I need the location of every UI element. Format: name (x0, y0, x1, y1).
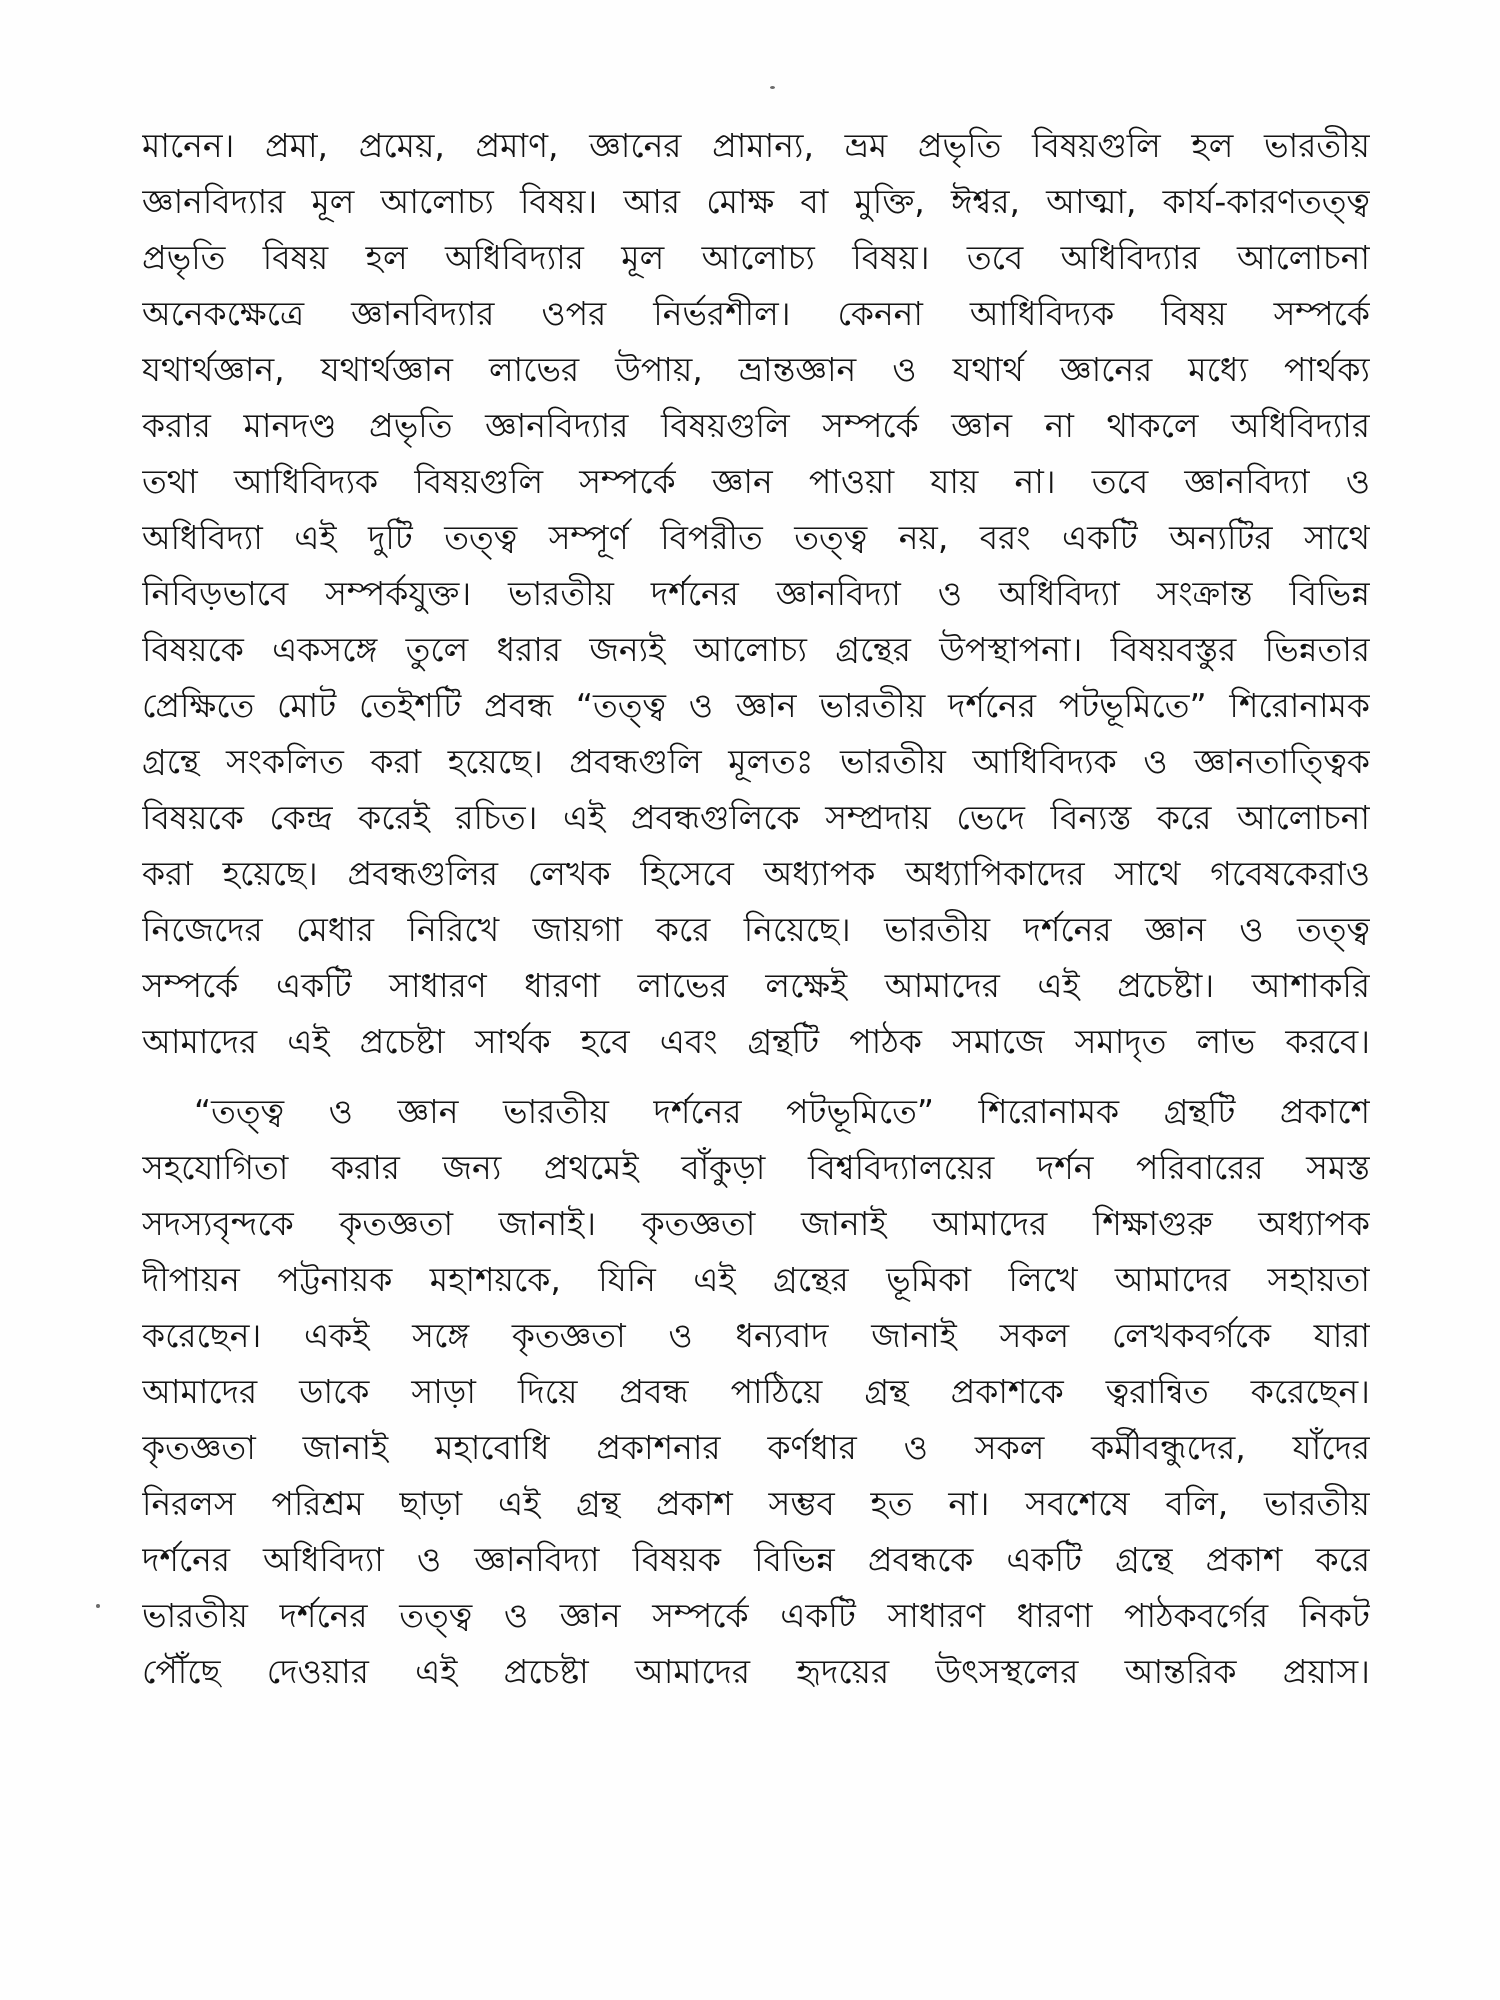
text-line: অধিবিদ্যা এই দুটি তত্ত্ব সম্পূর্ণ বিপরীত তত্ত্ব নয়, বরং একটি অন্যটির সাথে (142, 518, 1370, 557)
paragraph-spacer (142, 1070, 1370, 1084)
text-line: মানেন। প্রমা, প্রমেয়, প্রমাণ, জ্ঞানের প্রামান্য, ভ্রম প্রভৃতি বিষয়গুলি হল ভারতীয় (142, 126, 1370, 165)
text-line: প্রেক্ষিতে মোট তেইশটি প্রবন্ধ “তত্ত্ব ও জ্ঞান ভারতীয় দর্শনের পটভূমিতে” শিরোনামক (142, 686, 1370, 725)
text-line: আমাদের ডাকে সাড়া দিয়ে প্রবন্ধ পাঠিয়ে গ্রন্থ প্রকাশকে ত্বরান্বিত করেছেন। (142, 1372, 1370, 1411)
paragraph-1 (142, 118, 1370, 1070)
text-line: সদস্যবৃন্দকে কৃতজ্ঞতা জানাই। কৃতজ্ঞতা জানাই আমাদের শিক্ষাগুরু অধ্যাপক (142, 1204, 1370, 1243)
page-body-text (142, 118, 1370, 1700)
text-line: তথা আধিবিদ্যক বিষয়গুলি সম্পর্কে জ্ঞান পাওয়া যায় না। তবে জ্ঞানবিদ্যা ও (142, 462, 1370, 501)
text-line: করার মানদণ্ড প্রভৃতি জ্ঞানবিদ্যার বিষয়গুলি সম্পর্কে জ্ঞান না থাকলে অধিবিদ্যার (142, 406, 1370, 445)
text-line: করেছেন। একই সঙ্গে কৃতজ্ঞতা ও ধন্যবাদ জানাই সকল লেখকবর্গকে যারা (142, 1316, 1370, 1355)
text-line: নিরলস পরিশ্রম ছাড়া এই গ্রন্থ প্রকাশ সম্ভব হত না। সবশেষে বলি, ভারতীয় (142, 1484, 1370, 1523)
scan-speck-mark (770, 86, 775, 89)
text-line: দর্শনের অধিবিদ্যা ও জ্ঞানবিদ্যা বিষয়ক বিভিন্ন প্রবন্ধকে একটি গ্রন্থে প্রকাশ করে (142, 1540, 1370, 1579)
text-line: অনেকক্ষেত্রে জ্ঞানবিদ্যার ওপর নির্ভরশীল। কেননা আধিবিদ্যক বিষয় সম্পর্কে (142, 294, 1370, 333)
text-line: গ্রন্থে সংকলিত করা হয়েছে। প্রবন্ধগুলি মূলতঃ ভারতীয় আধিবিদ্যক ও জ্ঞানতাত্ত্বিক (142, 742, 1370, 781)
text-line: বিষয়কে একসঙ্গে তুলে ধরার জন্যই আলোচ্য গ্রন্থের উপস্থাপনা। বিষয়বস্তুর ভিন্নতার (142, 630, 1370, 669)
text-line: করা হয়েছে। প্রবন্ধগুলির লেখক হিসেবে অধ্যাপক অধ্যাপিকাদের সাথে গবেষকেরাও (142, 854, 1370, 893)
text-line: কৃতজ্ঞতা জানাই মহাবোধি প্রকাশনার কর্ণধার ও সকল কর্মীবন্ধুদের, যাঁদের (142, 1428, 1370, 1467)
text-line: যথার্থজ্ঞান, যথার্থজ্ঞান লাভের উপায়, ভ্রান্তজ্ঞান ও যথার্থ জ্ঞানের মধ্যে পার্থক্য (142, 350, 1370, 389)
text-line: পৌঁছে দেওয়ার এই প্রচেষ্টা আমাদের হৃদয়ের উৎসস্থলের আন্তরিক প্রয়াস। (142, 1652, 1370, 1691)
text-line: ভারতীয় দর্শনের তত্ত্ব ও জ্ঞান সম্পর্কে একটি সাধারণ ধারণা পাঠকবর্গের নিকট (142, 1596, 1370, 1635)
text-line: সম্পর্কে একটি সাধারণ ধারণা লাভের লক্ষেই আমাদের এই প্রচেষ্টা। আশাকরি (142, 966, 1370, 1005)
text-line: দীপায়ন পট্টনায়ক মহাশয়কে, যিনি এই গ্রন্থের ভূমিকা লিখে আমাদের সহায়তা (142, 1260, 1370, 1299)
text-line: নিজেদের মেধার নিরিখে জায়গা করে নিয়েছে। ভারতীয় দর্শনের জ্ঞান ও তত্ত্ব (142, 910, 1370, 949)
text-line: আমাদের এই প্রচেষ্টা সার্থক হবে এবং গ্রন্থটি পাঠক সমাজে সমাদৃত লাভ করবে। (142, 1022, 1370, 1061)
text-line: প্রভৃতি বিষয় হল অধিবিদ্যার মূল আলোচ্য বিষয়। তবে অধিবিদ্যার আলোচনা (142, 238, 1370, 277)
text-line: সহযোগিতা করার জন্য প্রথমেই বাঁকুড়া বিশ্ববিদ্যালয়ের দর্শন পরিবারের সমস্ত (142, 1148, 1370, 1187)
text-line: জ্ঞানবিদ্যার মূল আলোচ্য বিষয়। আর মোক্ষ বা মুক্তি, ঈশ্বর, আত্মা, কার্য-কারণতত্ত্ব (142, 182, 1370, 221)
paragraph-2 (142, 1084, 1370, 1700)
text-line: নিবিড়ভাবে সম্পর্কযুক্ত। ভারতীয় দর্শনের জ্ঞানবিদ্যা ও অধিবিদ্যা সংক্রান্ত বিভিন্ন (142, 574, 1370, 613)
text-line: বিষয়কে কেন্দ্র করেই রচিত। এই প্রবন্ধগুলিকে সম্প্রদায় ভেদে বিন্যস্ত করে আলোচনা (142, 798, 1370, 837)
scan-speck-mark (96, 1604, 100, 1608)
text-line: “তত্ত্ব ও জ্ঞান ভারতীয় দর্শনের পটভূমিতে” শিরোনামক গ্রন্থটি প্রকাশে (194, 1092, 1370, 1131)
